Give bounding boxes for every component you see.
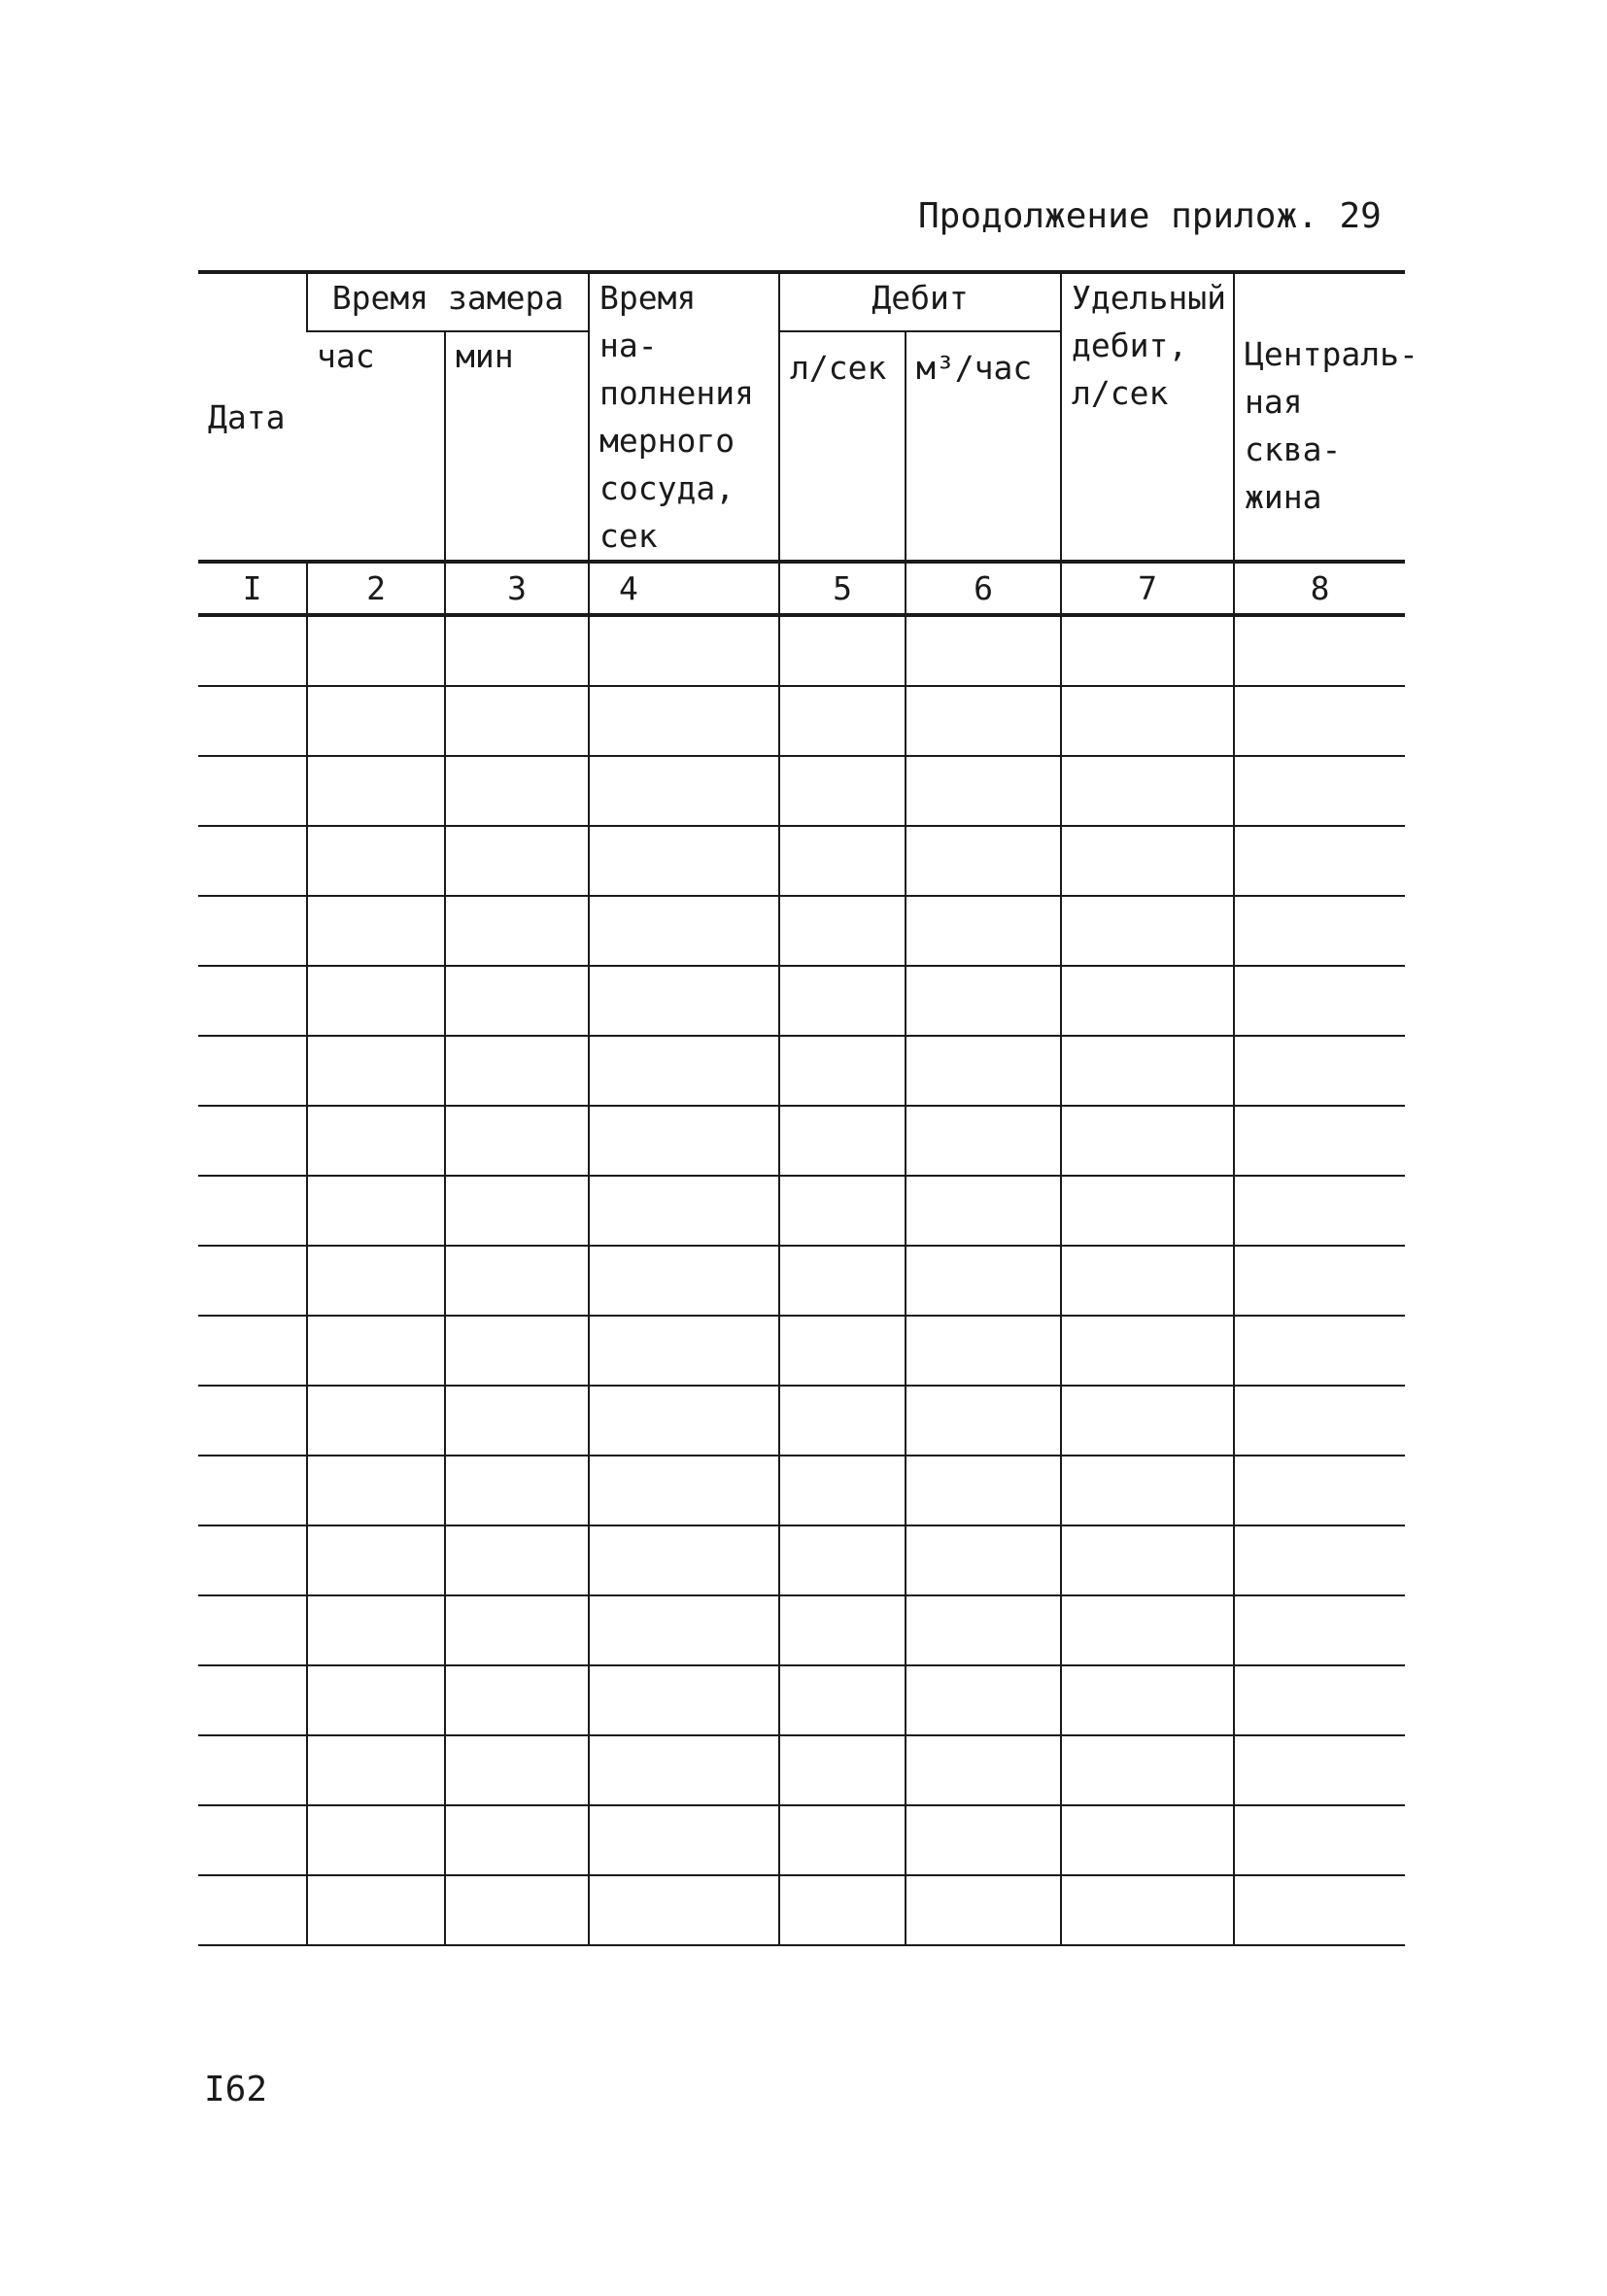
table-cell [1061,1106,1234,1176]
table-cell [906,1246,1061,1316]
table-cell [445,756,589,826]
table-cell [589,615,779,686]
header-m3-hour: м³/час [906,331,1061,562]
table-cell [906,1036,1061,1106]
header-measure-time: Время замера [307,272,589,331]
column-number: 8 [1234,562,1405,615]
table-cell [307,896,445,966]
table-cell [779,1176,906,1246]
table-cell [589,1875,779,1945]
table-cell [445,1246,589,1316]
table-cell [445,1805,589,1875]
column-number: I [198,562,307,615]
table-cell [198,896,307,966]
table-cell [445,1735,589,1805]
table-cell [445,896,589,966]
table-cell [307,1386,445,1456]
table-cell [198,1246,307,1316]
table-row [198,1316,1405,1386]
table-cell [1061,1176,1234,1246]
table-cell [906,1595,1061,1665]
table-cell [906,1456,1061,1525]
table-cell [589,1805,779,1875]
table-cell [445,1875,589,1945]
table-cell [589,966,779,1036]
table-cell [307,1176,445,1246]
table-row [198,1106,1405,1176]
table-row [198,896,1405,966]
measurement-form-table [198,270,1419,1946]
table-cell [906,756,1061,826]
table-cell [307,1805,445,1875]
table-row [198,756,1405,826]
table-cell [307,1036,445,1106]
table-cell [1234,1246,1405,1316]
table-cell [779,896,906,966]
table-cell [198,1106,307,1176]
table-row [198,1176,1405,1246]
table-cell [906,1665,1061,1735]
table-cell [589,1665,779,1735]
table-cell [1234,966,1405,1036]
table-cell [445,1525,589,1595]
table-row [198,615,1405,686]
table-cell [198,615,307,686]
table-cell [445,615,589,686]
header-lsec: л/сек [779,331,906,562]
column-number: 4 [589,562,779,615]
table-cell [198,826,307,896]
column-number: 5 [779,562,906,615]
table-cell [906,1176,1061,1246]
table-cell [445,1106,589,1176]
header-debit: Дебит [779,272,1061,331]
table-cell [1234,756,1405,826]
table-row [198,1735,1405,1805]
table-cell [445,1665,589,1735]
table-row [198,1875,1405,1945]
table-row [198,1595,1405,1665]
table-cell [1234,1176,1405,1246]
table-cell [1061,1246,1234,1316]
table-cell [1061,826,1234,896]
table-row [198,1805,1405,1875]
table-cell [589,1246,779,1316]
table-cell [906,826,1061,896]
table-cell [1234,1386,1405,1456]
table-cell [307,1875,445,1945]
table-cell [1234,1595,1405,1665]
table-cell [906,1316,1061,1386]
column-number: 6 [906,562,1061,615]
table-cell [198,1036,307,1106]
table-cell [445,1456,589,1525]
table-cell [445,826,589,896]
table-cell [589,1176,779,1246]
table-cell [906,896,1061,966]
table-cell [779,1805,906,1875]
table-cell [198,1386,307,1456]
table-row [198,1665,1405,1735]
table-cell [1061,1595,1234,1665]
table-cell [1061,1525,1234,1595]
table-cell [1234,1525,1405,1595]
column-number-row [198,562,1405,615]
table-cell [198,1595,307,1665]
table-cell [1234,1665,1405,1735]
column-number: 2 [307,562,445,615]
table-cell [1061,1665,1234,1735]
header-row-top [198,272,1405,331]
table-cell [1061,686,1234,756]
header-date: Дата [198,272,307,562]
table-cell [1234,1316,1405,1386]
table-cell [198,1456,307,1525]
table-cell [906,686,1061,756]
table-cell [779,1036,906,1106]
table-cell [589,1106,779,1176]
table-cell [589,1456,779,1525]
table-cell [198,1316,307,1386]
table-cell [1061,1316,1234,1386]
table-cell [1061,1386,1234,1456]
table-row [198,1386,1405,1456]
table-row [198,1036,1405,1106]
table-cell [779,1456,906,1525]
table-cell [307,756,445,826]
table-cell [589,1735,779,1805]
table-cell [779,1386,906,1456]
table-cell [1061,1735,1234,1805]
table-cell [589,896,779,966]
table-cell [1234,1875,1405,1945]
table-row [198,1525,1405,1595]
table-cell [198,686,307,756]
table-cell [779,1246,906,1316]
table-cell [779,686,906,756]
table-cell [1234,1106,1405,1176]
table-cell [906,1805,1061,1875]
table-cell [198,966,307,1036]
table-cell [307,1665,445,1735]
header-fill-time: Время на- полнения мерного сосуда, сек [589,272,779,562]
table-cell [198,1176,307,1246]
table-cell [1061,1805,1234,1875]
table-cell [906,1386,1061,1456]
table-row [198,1456,1405,1525]
table-cell [1234,615,1405,686]
table-cell [307,1316,445,1386]
table-cell [906,1735,1061,1805]
table-cell [445,1176,589,1246]
table-cell [589,1595,779,1665]
table-row [198,1246,1405,1316]
page-number: I62 [204,2070,268,2109]
table-cell [1061,1875,1234,1945]
table-cell [1061,756,1234,826]
header-minute: мин [445,331,589,562]
header-specific-debit: Удельный дебит, л/сек [1061,272,1234,562]
table-cell [445,686,589,756]
table-cell [1061,1036,1234,1106]
table-cell [589,756,779,826]
table-cell [307,1735,445,1805]
table-cell [779,1735,906,1805]
table-cell [198,1665,307,1735]
table-cell [307,1525,445,1595]
table-row [198,826,1405,896]
table-cell [1061,966,1234,1036]
table-cell [198,1525,307,1595]
table-row [198,966,1405,1036]
table-cell [1061,1456,1234,1525]
table-cell [198,756,307,826]
column-number: 3 [445,562,589,615]
table-cell [589,1525,779,1595]
table-cell [307,615,445,686]
table-cell [198,1805,307,1875]
table-cell [307,1595,445,1665]
table-cell [906,966,1061,1036]
table-cell [307,1456,445,1525]
table-cell [906,1525,1061,1595]
table-cell [589,1316,779,1386]
table-cell [589,826,779,896]
header-central-well: Централь- ная сква- жина [1234,272,1405,562]
table-cell [1234,896,1405,966]
table-cell [779,826,906,896]
table-cell [1234,826,1405,896]
table-row [198,686,1405,756]
table-cell [589,1036,779,1106]
table-cell [445,966,589,1036]
table-cell [445,1595,589,1665]
table-cell [779,1106,906,1176]
table-cell [1234,686,1405,756]
table-cell [779,1525,906,1595]
table-cell [307,686,445,756]
header-hour: час [307,331,445,562]
table-cell [307,826,445,896]
table-cell [445,1036,589,1106]
table-cell [1234,1036,1405,1106]
table-cell [906,1875,1061,1945]
table-cell [779,756,906,826]
table-cell [307,966,445,1036]
table-cell [906,615,1061,686]
page-header-caption: Продолжение прилож. 29 [918,196,1382,236]
table-cell [307,1246,445,1316]
table-cell [198,1735,307,1805]
table-cell [779,1665,906,1735]
table-cell [779,615,906,686]
table-cell [1061,615,1234,686]
table-cell [589,686,779,756]
table-cell [1234,1805,1405,1875]
table-cell [779,1875,906,1945]
table-cell [445,1316,589,1386]
table-cell [779,1316,906,1386]
table-cell [779,1595,906,1665]
column-number: 7 [1061,562,1234,615]
table-cell [445,1386,589,1456]
table-cell [198,1875,307,1945]
table-cell [307,1106,445,1176]
table-cell [1234,1735,1405,1805]
table-cell [589,1386,779,1456]
table-cell [906,1106,1061,1176]
table-cell [1234,1456,1405,1525]
table-cell [779,966,906,1036]
table-cell [1061,896,1234,966]
